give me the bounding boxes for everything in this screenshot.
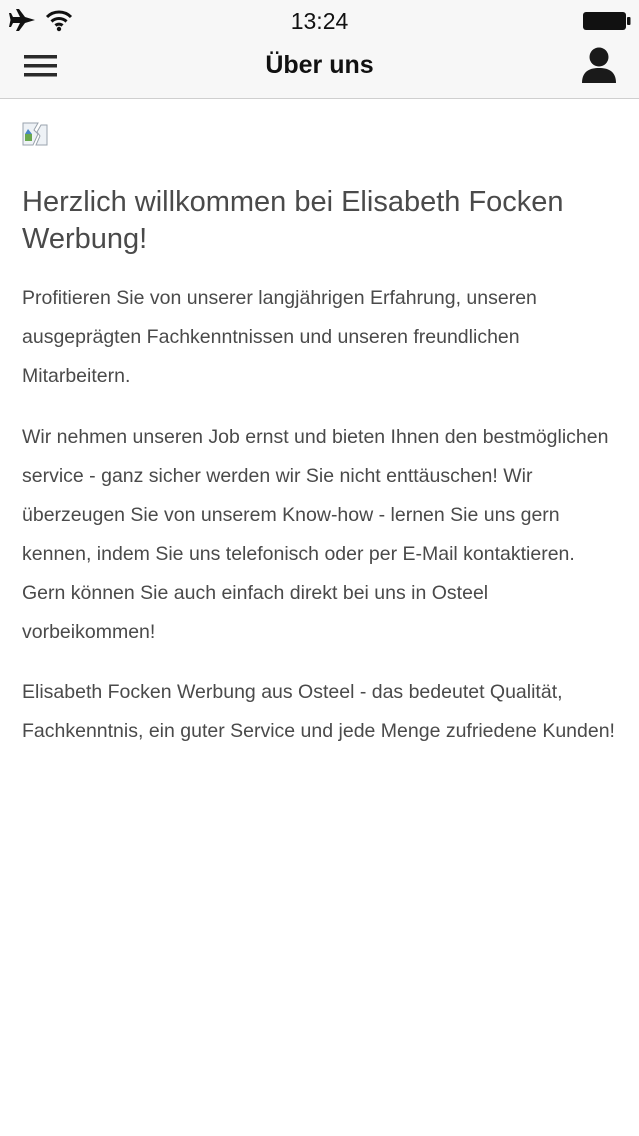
broken-image-icon [22,122,48,146]
summary-paragraph: Elisabeth Focken Werbung aus Osteel - das bedeutet Qualität, Fachkenntnis, ein guter Service und jede Menge zufriedene Kunden! [22,681,615,742]
welcome-heading: Herzlich willkommen bei Elisabeth Focken Werbung! [22,186,564,255]
hamburger-menu-icon[interactable] [16,44,66,90]
status-bar [0,0,639,40]
intro-paragraph: Profitieren Sie von unserer langjährigen Erfahrung, unseren ausgeprägten Fachkenntnissen und unseren freundlichen Mitarbeitern. [22,287,537,387]
navigation-bar [0,40,639,98]
user-icon[interactable] [576,42,624,90]
status-time: 13:24 [290,8,349,34]
top-area [0,0,639,99]
battery-icon [582,10,632,32]
page-title: Über uns [265,51,374,79]
service-paragraph: Wir nehmen unseren Job ernst und bieten Ihnen den bestmöglichen service - ganz sicher werden wir Sie nicht enttäuschen! Wir überzeugen Sie von unserem Know-how - lernen Sie uns gern kennen, indem Sie uns telefonisch oder per E-Mail kontaktieren. Gern können Sie auch einfach direkt bei uns in Osteel vorbeikommen! [22,426,609,643]
